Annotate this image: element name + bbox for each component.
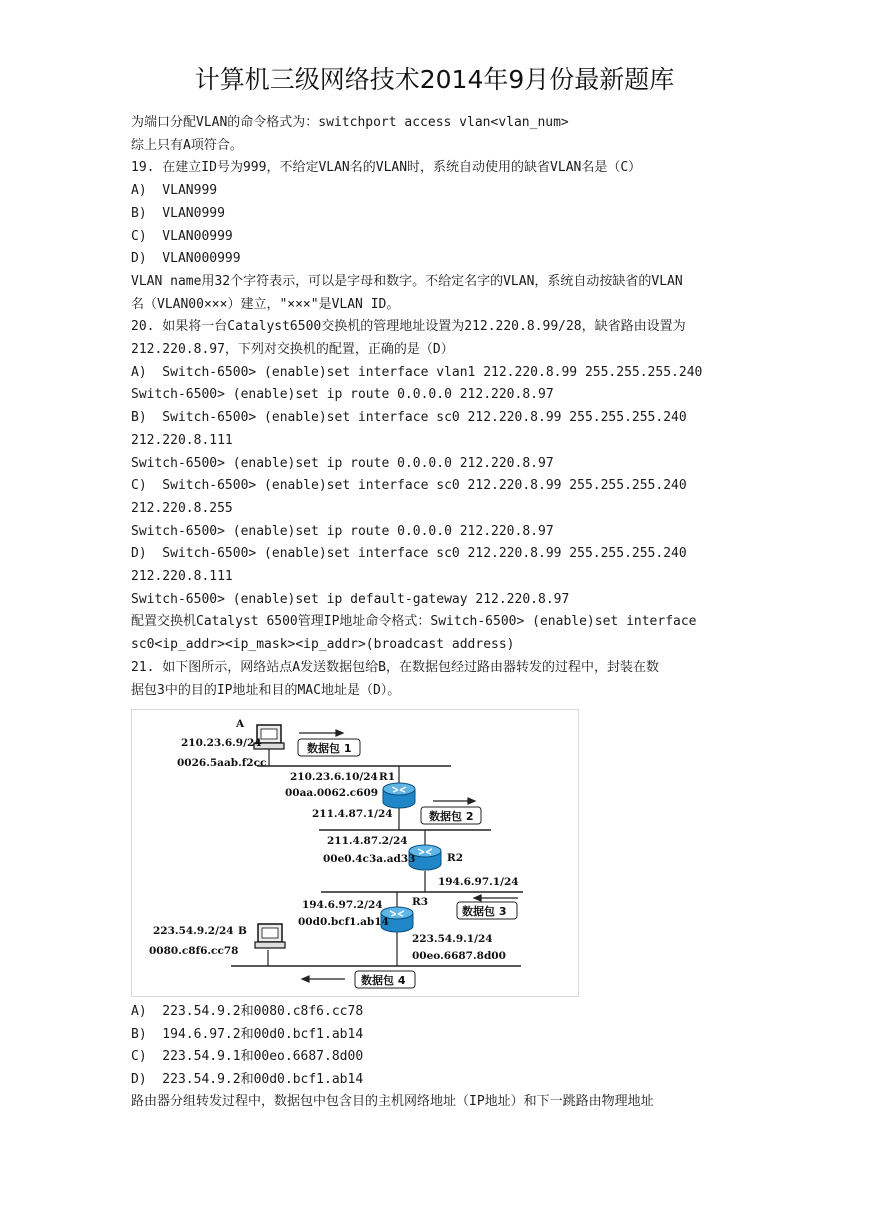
r2-ip2: 194.6.97.1/24 (438, 876, 519, 888)
text-line: Switch-6500> (enable)set ip route 0.0.0.0 212.220.8.97 (131, 387, 554, 403)
packet-2-label: 数据包 2 (429, 810, 474, 823)
text-line: 名（VLAN00×××）建立，"×××"是VLAN ID。 (131, 296, 400, 312)
text-line: Switch-6500> (enable)set ip route 0.0.0.0 212.220.8.97 (131, 455, 554, 471)
page-title: 计算机三级网络技术2014年9月份最新题库 (194, 65, 675, 94)
text-line: B) Switch-6500> (enable)set interface sc0 212.220.8.99 255.255.255.240 (131, 410, 687, 426)
r3-ip2: 223.54.9.1/24 (412, 933, 493, 945)
text-line: C) Switch-6500> (enable)set interface sc0 212.220.8.99 255.255.255.240 (131, 478, 687, 494)
text-line: C) 223.54.9.1和00eo.6687.8d00 (131, 1049, 364, 1065)
r3-ip1: 194.6.97.2/24 (302, 899, 383, 911)
host-b-label: B (238, 925, 247, 937)
computer-icon-b (255, 924, 285, 948)
r2-label: R2 (447, 852, 464, 864)
text-line: 综上只有A项符合。 (131, 137, 243, 153)
r1-ip2: 211.4.87.1/24 (312, 808, 393, 820)
text-line: D) Switch-6500> (enable)set interface sc0 212.220.8.99 255.255.255.240 (131, 546, 687, 562)
text-line: 19. 在建立ID号为999，不给定VLAN名的VLAN时，系统自动使用的缺省VLAN名是（C） (131, 160, 642, 176)
r1-ip1: 210.23.6.10/24 (290, 771, 378, 783)
host-a-label: A (236, 718, 245, 730)
r1-label: R1 (379, 771, 396, 783)
r3-label: R3 (412, 896, 429, 908)
host-a-ip: 210.23.6.9/24 (181, 737, 262, 749)
text-line: 212.220.8.111 (131, 569, 233, 584)
text-line: 路由器分组转发过程中，数据包中包含目的主机网络地址（IP地址）和下一跳路由物理地址 (131, 1094, 654, 1110)
host-a-mac: 0026.5aab.f2cc (177, 757, 267, 769)
router-icon-r1 (383, 783, 415, 808)
host-b-ip: 223.54.9.2/24 (153, 925, 234, 937)
text-line: A) Switch-6500> (enable)set interface vlan1 212.220.8.99 255.255.255.240 (131, 364, 703, 380)
r2-ip1: 211.4.87.2/24 (327, 835, 408, 847)
text-line: 212.220.8.111 (131, 432, 233, 448)
text-line: B) VLAN0999 (131, 205, 225, 221)
r3-mac1: 00d0.bcf1.ab14 (298, 916, 389, 928)
r3-mac2: 00eo.6687.8d00 (412, 950, 506, 962)
text-line: A) VLAN999 (131, 183, 218, 199)
text-line: D) 223.54.9.2和00d0.bcf1.ab14 (131, 1071, 364, 1087)
packet-4-label: 数据包 4 (361, 974, 406, 987)
text-line: D) VLAN000999 (131, 251, 241, 267)
text-line: Switch-6500> (enable)set ip default-gateway 212.220.8.97 (131, 591, 570, 607)
text-line: A) 223.54.9.2和0080.c8f6.cc78 (131, 1004, 364, 1019)
text-line: 212.220.8.255 (131, 500, 233, 516)
host-b-mac: 0080.c8f6.cc78 (149, 945, 239, 957)
text-line: Switch-6500> (enable)set ip route 0.0.0.0 212.220.8.97 (131, 523, 554, 539)
packet-3-label: 数据包 3 (462, 905, 507, 918)
text-line: VLAN name用32个字符表示，可以是字母和数字。不给定名字的VLAN，系统自动按缺省的VLAN (131, 273, 683, 289)
text-line: sc0<ip_addr><ip_mask><ip_addr>(broadcast address) (131, 637, 515, 653)
text-line: 212.220.8.97，下列对交换机的配置，正确的是（D） (131, 342, 454, 357)
text-line: 21. 如下图所示，网络站点A发送数据包给B，在数据包经过路由器转发的过程中，封装在数 (131, 659, 659, 675)
network-diagram (131, 709, 579, 997)
r2-mac1: 00e0.4c3a.ad33 (323, 853, 416, 865)
text-line: B) 194.6.97.2和00d0.bcf1.ab14 (131, 1026, 364, 1042)
packet-1-label: 数据包 1 (307, 742, 352, 755)
text-line: 为端口分配VLAN的命令格式为：switchport access vlan<vlan_num> (131, 115, 569, 130)
r1-mac1: 00aa.0062.c609 (285, 787, 379, 799)
text-line: 20. 如果将一台Catalyst6500交换机的管理地址设置为212.220.8.99/28，缺省路由设置为 (131, 319, 686, 335)
text-line: 据包3中的目的IP地址和目的MAC地址是（D）。 (131, 682, 401, 698)
text-line: C) VLAN00999 (131, 228, 233, 244)
text-line: 配置交换机Catalyst 6500管理IP地址命令格式：Switch-6500> (enable)set interface (131, 614, 697, 630)
